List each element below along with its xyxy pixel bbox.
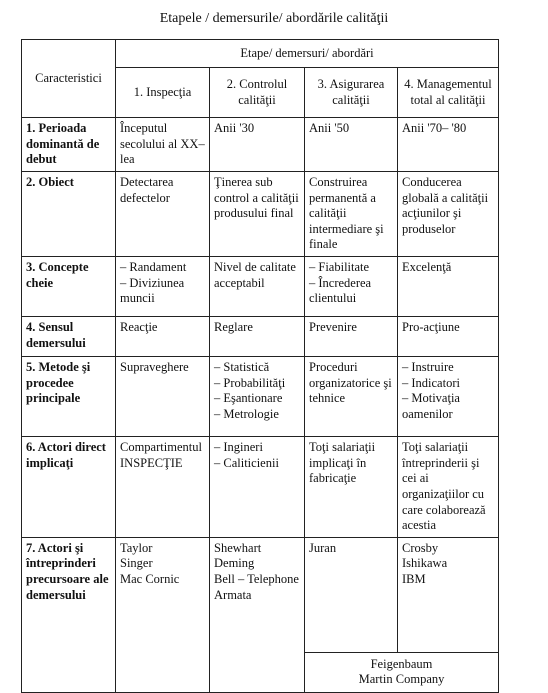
- cell-line: Shewhart: [214, 540, 262, 555]
- row-label: 3. Concepte cheie: [22, 257, 116, 317]
- table-cell: [305, 171, 398, 256]
- table-cell: [210, 118, 305, 172]
- cell-line: – Randament: [120, 260, 187, 274]
- header-group: Etape/ demersuri/ abordări: [116, 40, 499, 68]
- cell-line: Detectarea defectelor: [120, 174, 174, 205]
- table-row: [22, 317, 499, 357]
- table-cell: [116, 118, 210, 172]
- cell-line: Taylor: [120, 540, 153, 555]
- table-cell: [210, 171, 305, 256]
- table-cell: [116, 537, 210, 692]
- cell-line: Toţi salariaţii întreprinderii şi cei ai organizaţiilor cu care colaborează acestia: [402, 440, 486, 533]
- cell-line: Compartimentul INSPECŢIE: [120, 440, 202, 470]
- table-cell: [398, 257, 499, 317]
- cell-line: Conducerea globală a calităţii acţiunilor şi produselor: [402, 174, 489, 236]
- header-characteristics: Caracteristici: [22, 40, 116, 118]
- cell-line: – Probabilităţi: [214, 375, 286, 390]
- header-stage-2: 2. Controlul calităţii: [210, 68, 305, 118]
- cell-line: Construirea permanentă a calităţii intermediare şi finale: [309, 174, 384, 252]
- cell-line: – Metrologie: [214, 406, 279, 421]
- table-cell: [210, 317, 305, 357]
- cell-line: Juran: [309, 540, 337, 555]
- cell-line: Reacţie: [120, 320, 158, 334]
- row-label: 4. Sensul demersului: [22, 317, 116, 357]
- table-cell: [210, 437, 305, 538]
- table-row: [22, 257, 499, 317]
- table-cell: [305, 437, 398, 538]
- row-label: 5. Metode şi procedee principale: [22, 357, 116, 437]
- table-row: [22, 118, 499, 172]
- cell-line: Pro-acţiune: [402, 320, 460, 334]
- table-cell: [398, 317, 499, 357]
- header-stage-1: 1. Inspecţia: [116, 68, 210, 118]
- table-cell: [398, 357, 499, 437]
- cell-line: – Fiabilitate: [309, 260, 370, 274]
- cell-line: – Indicatori: [402, 375, 460, 390]
- cell-line: Reglare: [214, 320, 253, 334]
- table-cell: [305, 317, 398, 357]
- cell-line: Proceduri organizatorice şi tehnice: [309, 360, 392, 406]
- cell-line: Bell – Telephone: [214, 572, 299, 586]
- row-label: 7. Actori şi întreprinderi precursoare ale demersului: [22, 537, 116, 692]
- table-cell: [210, 357, 305, 437]
- cell-line: Ţinerea sub control a calităţii produsului final: [214, 174, 299, 221]
- table-row: [22, 171, 499, 256]
- cell-line: Anii '30: [214, 121, 255, 135]
- table-cell: [398, 118, 499, 172]
- table-cell: [305, 257, 398, 317]
- cell-line: Deming: [214, 556, 255, 571]
- table-cell: [210, 257, 305, 317]
- table-cell: [398, 437, 499, 538]
- cell-line: Prevenire: [309, 320, 357, 334]
- cell-line: Crosby: [402, 540, 439, 555]
- cell-line: Excelenţă: [402, 260, 452, 274]
- table-cell: [116, 357, 210, 437]
- row-label: 1. Perioada dominantă de debut: [22, 118, 116, 172]
- table-row: [22, 437, 499, 538]
- row-label: 6. Actori direct implicaţi: [22, 437, 116, 538]
- cell-line: – Instruire: [402, 360, 454, 374]
- table-cell: [305, 537, 398, 652]
- table-row: [22, 537, 499, 652]
- cell-line: Armata: [214, 587, 252, 602]
- cell-line: Toţi salariaţii implicaţi în fabricaţie: [309, 440, 376, 486]
- cell-line: – Ingineri: [214, 440, 263, 454]
- cell-line: Ishikawa: [402, 556, 448, 571]
- cell-line: Anii '50: [309, 121, 350, 135]
- page-title: Etapele / demersurile/ abordările calităţii: [159, 11, 389, 26]
- cell-line: Anii '70– '80: [402, 121, 467, 135]
- cell-line: Singer: [120, 556, 153, 571]
- table-cell: [398, 537, 499, 652]
- cell-line: Începutul secolului al XX– lea: [120, 121, 205, 167]
- cell-line: – Încrederea clientului: [309, 275, 372, 306]
- cell-line: – Statistică: [214, 360, 270, 374]
- cell-line: – Motivaţia oamenilor: [402, 391, 460, 421]
- cell-line: Supraveghere: [120, 360, 189, 374]
- cell-line: Nivel de calitate acceptabil: [214, 260, 296, 290]
- table-cell: [305, 357, 398, 437]
- header-stage-3: 3. Asigurarea calităţii: [305, 68, 398, 118]
- cell-line: Feigenbaum: [370, 656, 433, 671]
- table-cell: [305, 118, 398, 172]
- table-row: [22, 357, 499, 437]
- header-stage-4: 4. Managementul total al calităţii: [398, 68, 499, 118]
- shared-cell: [305, 652, 499, 692]
- table-cell: [210, 537, 305, 692]
- cell-line: Mac Cornic: [120, 572, 180, 586]
- cell-line: – Eşantionare: [214, 391, 283, 406]
- table-cell: [398, 171, 499, 256]
- table-cell: [116, 257, 210, 317]
- stages-table: [21, 39, 499, 693]
- cell-line: – Diviziunea muncii: [120, 275, 185, 306]
- row-label: 2. Obiect: [22, 171, 116, 256]
- cell-line: IBM: [402, 572, 426, 586]
- cell-line: – Caliticienii: [214, 455, 279, 470]
- table-cell: [116, 171, 210, 256]
- table-cell: [116, 317, 210, 357]
- cell-line: Martin Company: [358, 672, 445, 687]
- table-cell: [116, 437, 210, 538]
